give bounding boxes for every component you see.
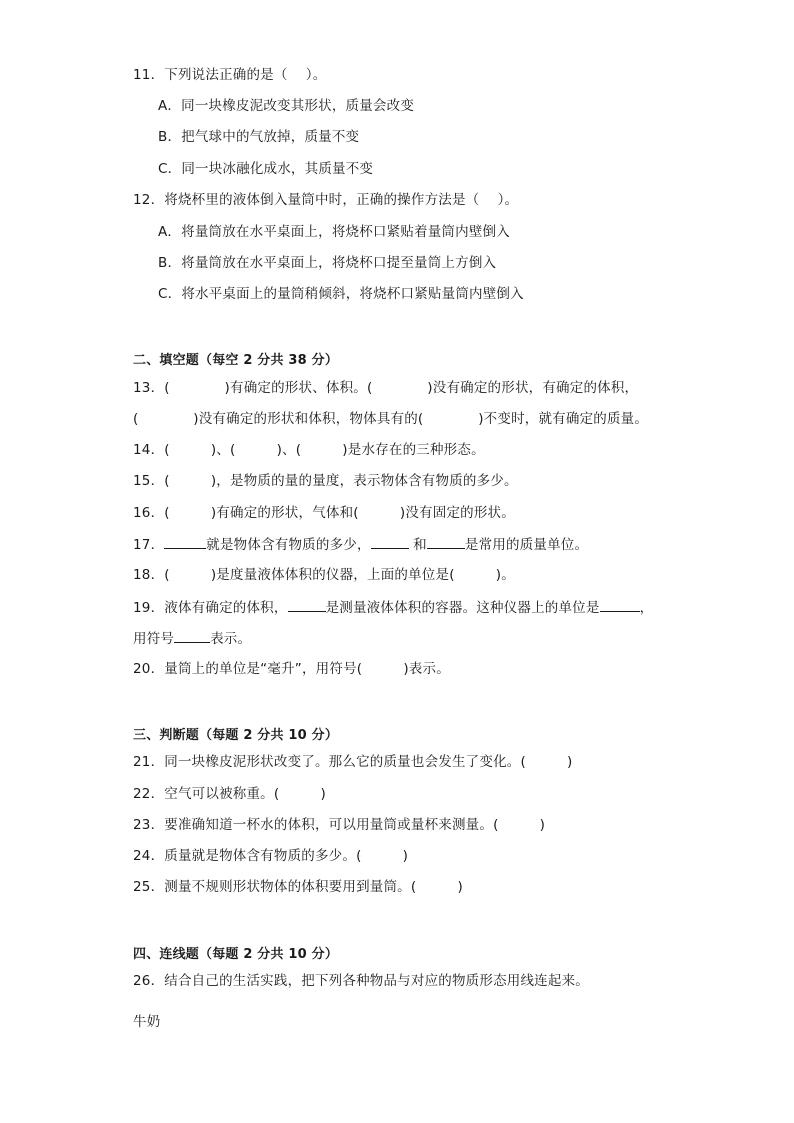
question-text: 是测量液体体积的容器。这种仪器上的单位是	[325, 600, 600, 616]
option-a: A．将量筒放在水平桌面上，将烧杯口紧贴着量筒内壁倒入	[158, 224, 510, 240]
question-text: 和	[408, 537, 427, 553]
question-text: 表示。	[210, 631, 252, 647]
question-11	[133, 66, 326, 84]
section-heading-fill-in: 二、填空题（每空 2 分共 38 分）	[133, 353, 339, 368]
question-number: 11．	[133, 67, 165, 83]
answer-blank[interactable]	[371, 535, 409, 549]
question-number: 12．	[133, 192, 165, 208]
question-text: 用符号	[133, 631, 175, 647]
question-18: 18．( )是度量液体体积的仪器，上面的单位是( )。	[133, 567, 515, 583]
answer-blank[interactable]	[164, 535, 206, 549]
question-14: 14．( )、( )、( )是水存在的三种形态。	[133, 442, 485, 458]
answer-blank[interactable]	[288, 598, 326, 612]
option-c: C．同一块冰融化成水，其质量不变	[158, 161, 374, 177]
question-13-line-1: 13．( )有确定的形状、体积。( )没有确定的形状，有确定的体积，	[133, 380, 639, 396]
question-20: 20．量筒上的单位是“毫升”，用符号( )表示。	[133, 661, 450, 677]
option-b: B．将量筒放在水平桌面上，将烧杯口提至量筒上方倒入	[158, 255, 497, 271]
answer-blank[interactable]	[174, 629, 210, 643]
option-a: A．同一块橡皮泥改变其形状，质量会改变	[158, 98, 415, 114]
option-c: C．将水平桌面上的量筒稍倾斜，将烧杯口紧贴量筒内壁倒入	[158, 286, 524, 302]
matching-item-milk[interactable]: 牛奶	[133, 1014, 161, 1030]
question-26: 26．结合自己的生活实践，把下列各种物品与对应的物质形态用线连起来。	[133, 973, 589, 989]
answer-blank[interactable]	[427, 535, 465, 549]
question-23: 23．要准确知道一杯水的体积，可以用量筒或量杯来测量。( )	[133, 817, 546, 833]
question-number: 17．	[133, 537, 165, 553]
question-text: 19．液体有确定的体积，	[133, 600, 288, 616]
option-b: B．把气球中的气放掉，质量不变	[158, 129, 360, 145]
question-12	[133, 191, 518, 209]
question-text: 下列说法正确的是（ ）。	[164, 67, 327, 83]
section-heading-true-false: 三、判断题（每题 2 分共 10 分）	[133, 728, 339, 743]
question-text: 将烧杯里的液体倒入量筒中时，正确的操作方法是（ ）。	[164, 192, 519, 208]
question-21: 21．同一块橡皮泥形状改变了。那么它的质量也会发生了变化。( )	[133, 754, 573, 770]
question-text: ，	[639, 600, 654, 616]
question-text: 就是物体含有物质的多少，	[206, 537, 371, 553]
question-19-line-2	[133, 629, 251, 648]
section-heading-matching: 四、连线题（每题 2 分共 10 分）	[133, 947, 339, 962]
question-15: 15．( )，是物质的量的量度，表示物体含有物质的多少。	[133, 473, 518, 489]
question-22: 22．空气可以被称重。( )	[133, 786, 326, 802]
question-25: 25．测量不规则形状物体的体积要用到量筒。( )	[133, 879, 463, 895]
question-16: 16．( )有确定的形状，气体和( )没有固定的形状。	[133, 505, 515, 521]
answer-blank[interactable]	[600, 598, 640, 612]
question-17	[133, 535, 588, 554]
question-text: 是常用的质量单位。	[464, 537, 589, 553]
question-19-line-1	[133, 598, 653, 617]
question-24: 24．质量就是物体含有物质的多少。( )	[133, 848, 409, 864]
question-13-line-2: ( )没有确定的形状和体积，物体具有的( )不变时，就有确定的质量。	[133, 411, 649, 427]
